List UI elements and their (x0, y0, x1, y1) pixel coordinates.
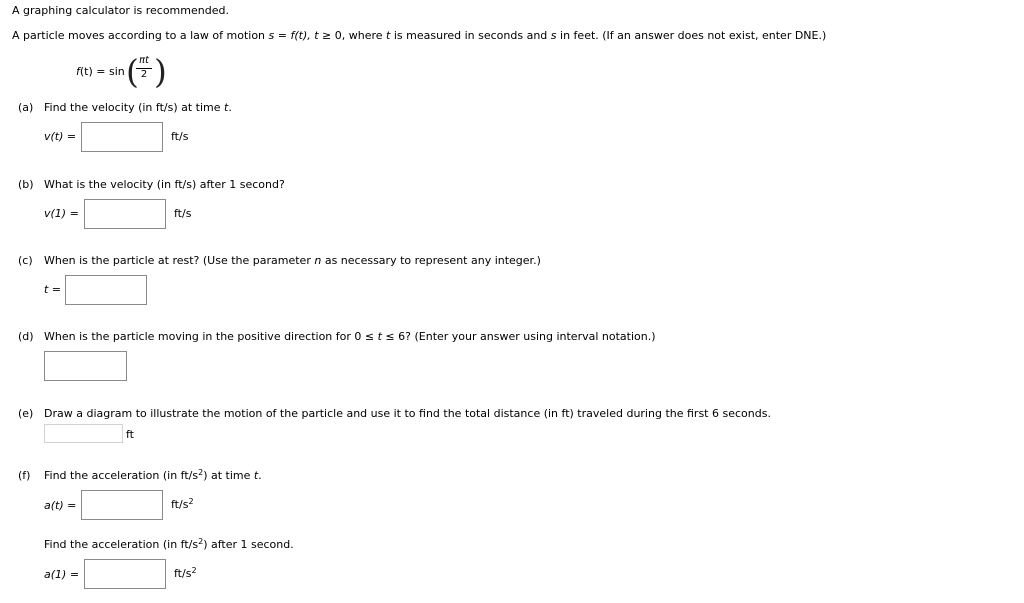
part-f-unit2-text: ft/s (174, 567, 192, 580)
part-d-question (44, 330, 656, 343)
positive-direction-interval-input[interactable] (44, 351, 127, 381)
part-f-question-text: Find the acceleration (in ft/s (44, 469, 199, 482)
part-a-question-var: t (224, 101, 229, 114)
part-f-question-mid: ) at time (203, 469, 254, 482)
part-c-question-suffix: as necessary to represent any integer.) (321, 254, 541, 267)
part-d-question-text: When is the particle moving in the positive direction for 0 ≤ (44, 330, 378, 343)
part-e-unit: ft (126, 428, 134, 441)
part-c-label: (c) (18, 254, 33, 267)
part-a-label: (a) (18, 101, 34, 114)
part-f-unit2 (174, 567, 197, 580)
part-a-question-suffix: . (228, 101, 232, 114)
intro-var-s2: s (550, 29, 557, 42)
part-a-answer-label: v(t) = (44, 130, 77, 143)
intro-var-t: (t), t (294, 29, 319, 42)
part-c-question-var: n (314, 254, 322, 267)
velocity-input[interactable] (81, 122, 163, 152)
fraction (135, 55, 153, 81)
part-f-answer-label: a(t) = (44, 499, 77, 512)
part-f-question-var: t (253, 469, 259, 482)
part-f-question (44, 469, 262, 482)
fraction-numerator: πt (139, 55, 149, 66)
acceleration-at-1-input[interactable] (84, 559, 166, 589)
part-a-unit: ft/s (171, 130, 189, 143)
part-b-question: What is the velocity (in ft/s) after 1 second? (44, 178, 285, 191)
velocity-at-1-input[interactable] (84, 199, 166, 229)
intro-var-s: s (268, 29, 275, 42)
acceleration-input[interactable] (81, 490, 163, 520)
fraction-denominator: 2 (140, 69, 148, 80)
left-paren: ( (126, 52, 139, 91)
total-distance-input[interactable] (44, 424, 123, 443)
part-f-unit (171, 498, 194, 511)
part-f-question2-text: Find the acceleration (in ft/s (44, 538, 199, 551)
part-f-unit-sup: 2 (188, 497, 194, 506)
part-f-answer2-label: a(1) = (44, 568, 80, 581)
intro-var-f: f (290, 29, 295, 42)
right-paren: ) (154, 52, 167, 91)
part-b-unit: ft/s (174, 207, 192, 220)
formula-rest: (t) = sin (79, 65, 125, 78)
part-f-unit-text: ft/s (171, 498, 189, 511)
part-d-label: (d) (18, 330, 34, 343)
part-c-question-text: When is the particle at rest? (Use the parameter (44, 254, 315, 267)
part-c-answer-label: t = (44, 283, 62, 296)
problem-intro (12, 29, 826, 42)
intro-eq: = (274, 29, 291, 42)
formula-f: f (76, 65, 80, 78)
intro-text: A particle moves according to a law of motion (12, 29, 269, 42)
rest-time-input[interactable] (65, 275, 147, 305)
part-c-question (44, 254, 541, 267)
part-f-question2-sup: 2 (198, 537, 204, 546)
part-b-label: (b) (18, 178, 34, 191)
intro-geq: ≥ 0, where (318, 29, 387, 42)
part-b-answer-label: v(1) = (44, 207, 79, 220)
part-e-label: (e) (18, 407, 34, 420)
part-e-question: Draw a diagram to illustrate the motion of the particle and use it to find the total distance (in ft) traveled during the first 6 seconds. (44, 407, 771, 420)
recommend-note: A graphing calculator is recommended. (12, 4, 229, 17)
part-d-question-var: t (377, 330, 382, 343)
part-f-unit2-sup: 2 (191, 566, 197, 575)
part-f-question2-suffix: ) after 1 second. (203, 538, 294, 551)
part-a-question (44, 101, 232, 114)
part-f-question-sup: 2 (198, 468, 204, 477)
intro-var-t2: t (386, 29, 391, 42)
part-f-question-suffix: . (258, 469, 262, 482)
intro-mid: is measured in seconds and (390, 29, 551, 42)
part-f-question-2 (44, 538, 294, 551)
formula-lhs (76, 65, 125, 78)
intro-suffix: in feet. (If an answer does not exist, enter DNE.) (556, 29, 827, 42)
part-f-label: (f) (18, 469, 31, 482)
part-a-question-text: Find the velocity (in ft/s) at time (44, 101, 225, 114)
part-d-question-suffix: ≤ 6? (Enter your answer using interval notation.) (381, 330, 656, 343)
